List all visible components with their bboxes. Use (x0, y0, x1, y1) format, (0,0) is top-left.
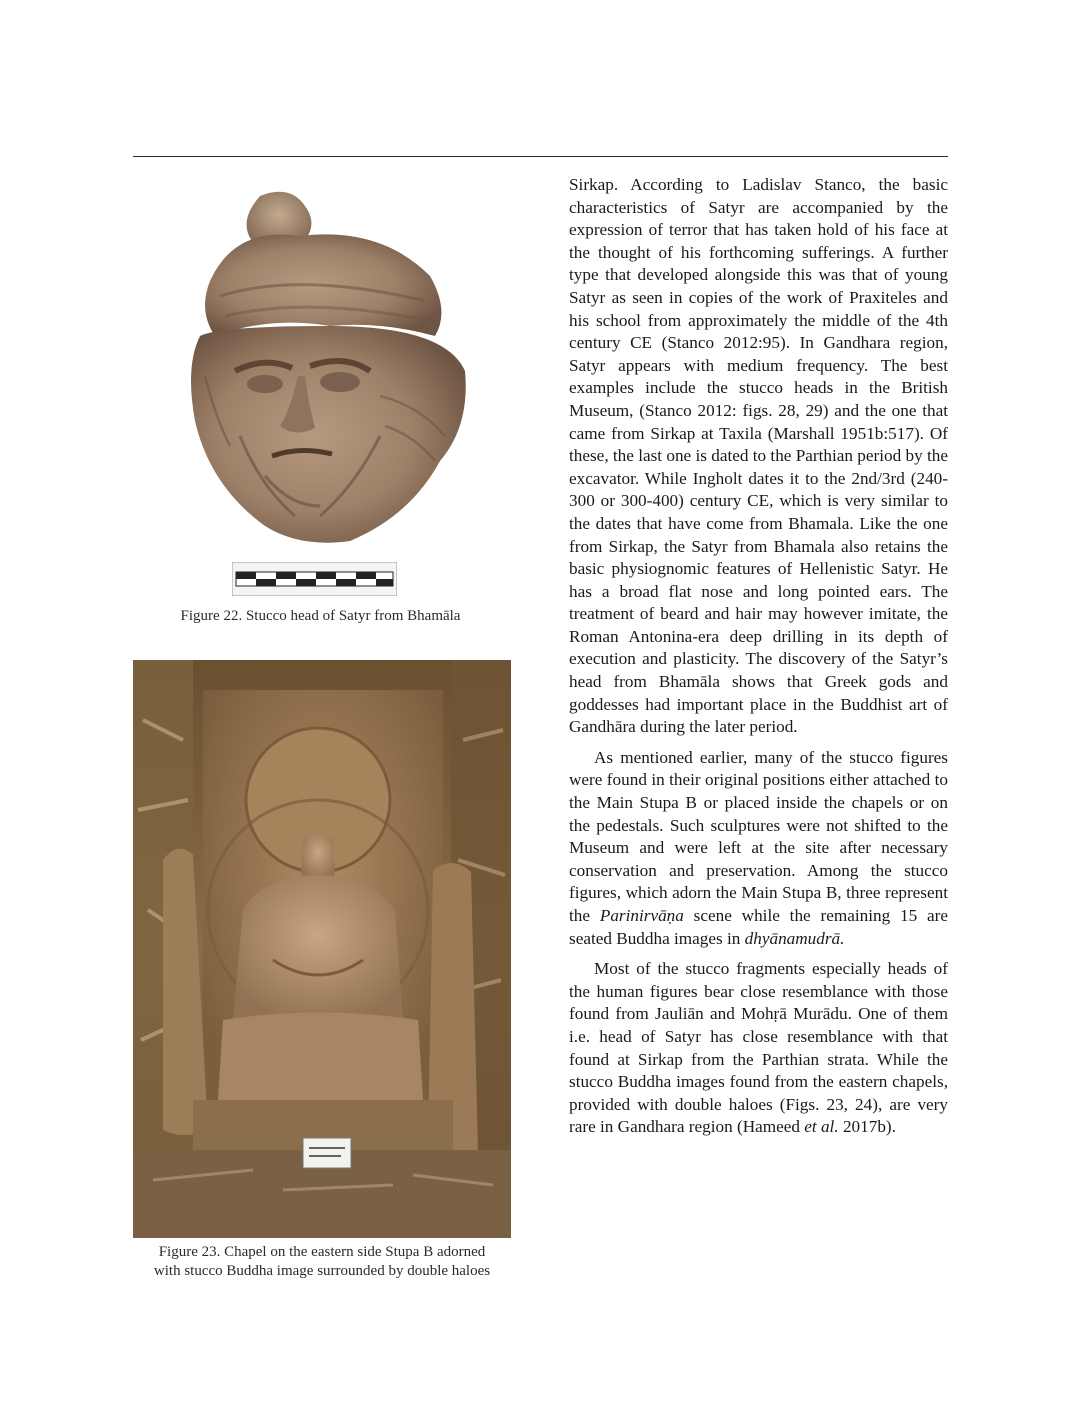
paragraph-1: Sirkap. According to Ladislav Stanco, the basic characteristics of Satyr are accompanied by the expression of terror that has taken hold of his face at the thought of his forthcoming sufferings. A further type that developed alongside this was that of young Satyr as seen in copies of the work of Praxiteles and his school from approximately the middle of the 4th century CE (Stanco 2012:95). In Gandhara region, Satyr appears with medium frequency. The best examples include the stucco heads in the British Museum, (Stanco 2012: figs. 28, 29) and the one that came from Sirkap at Taxila (Marshall 1951b:517). Of these, the last one is dated to the Parthian period by the excavator. While Ingholt dates it to the 2nd/3rd (240-300 or 300-400) century CE, which is very similar to the dates that have come from Bhamala. Like the one from Sirkap, the Satyr from Bhamala also retains the basic physiognomic features of Hellenistic Satyr. He has a broad flat nose and long pointed ears. The treatment of beard and hair may however imitate, the Roman Antonina-era deep drilling in its depth of execution and plasticity. The discovery of the Satyr’s head from Bhamāla shows that Greek gods and goddesses had important place in the Buddhist art of Gandhāra during the later period. (569, 175, 948, 737)
citation-et-al: et al. (804, 1117, 839, 1137)
body-text-column (569, 174, 948, 1139)
figure-22-caption: Figure 22. Stucco head of Satyr from Bhamāla (180, 608, 461, 624)
paragraph-3 (569, 958, 948, 1139)
paragraph-2 (569, 747, 948, 950)
paragraph-3-text-a: Most of the stucco fragments especially heads of the human figures bear close resemblance with those found from Jauliān and Mohṛā Murādu. One of them i.e. head of Satyr has close resemblance with that found at Sirkap from the Parthian strata. While the stucco Buddha images found from the eastern chapels, provided with double haloes (Figs. 23, 24), are very rare in Gandhara region (Hameed (569, 959, 948, 1137)
figure-22-image (180, 186, 470, 548)
term-dhyanamudra: dhyānamudrā. (744, 928, 845, 948)
figure-23-caption (130, 1243, 514, 1281)
figure-23-image (133, 660, 511, 1238)
paragraph-2-text-a: As mentioned earlier, many of the stucco figures were found in their original positions either attached to the Main Stupa B or placed inside the chapels or on the pedestals. Such sculptures were not shifted to the Museum and were left at the site after necessary conservation and preservation. Among the stucco figures, which adorn the Main Stupa B, three represent the (569, 747, 948, 925)
paragraph-2-text-b: scene while the remaining 15 are seated Buddha images in (569, 906, 949, 948)
header-rule (133, 156, 948, 157)
term-parinirvana: Parinirvāṇa (599, 906, 684, 925)
figure-23-caption-line-2: with stucco Buddha image surrounded by double haloes (153, 1263, 491, 1279)
scale-bar (232, 562, 397, 596)
figure-23-caption-line-1: Figure 23. Chapel on the eastern side Stupa B adorned (158, 1244, 486, 1260)
paragraph-3-text-b: 2017b). (838, 1117, 896, 1137)
